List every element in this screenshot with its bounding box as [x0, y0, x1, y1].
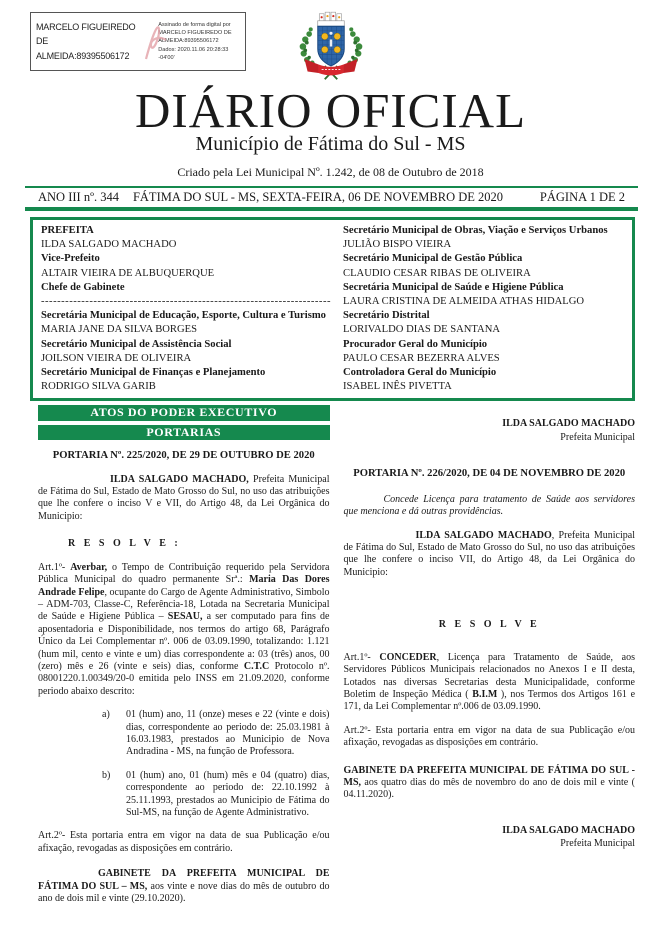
content-columns — [38, 405, 635, 905]
officials-left-column — [41, 224, 331, 394]
list-label: a) — [102, 709, 110, 721]
municipal-coat-of-arms-icon — [292, 5, 370, 86]
page-indicator: PÁGINA 1 DE 2 — [539, 190, 625, 204]
official-entry — [343, 224, 624, 252]
signer-name — [36, 20, 148, 63]
signature-scribble-icon — [143, 21, 169, 68]
portaria-225-preamble: ILDA SALGADO MACHADO, Prefeita Municipal de Fátima do Sul, Estado de Mato Grosso do Sul, no uso das atribuições que lhe confere o inciso V e VII, do Artigo 48, da Lei Orgânica do Municipio: — [38, 473, 330, 522]
signature-block-portaria-226 — [344, 824, 636, 851]
issue-edition: ANO III nº. 344 — [38, 190, 119, 204]
signature-detail-line: ALMEIDA:89395506172 — [158, 38, 219, 45]
official-entry — [343, 252, 624, 280]
official-role: Secretário Distrital — [343, 310, 430, 322]
official-entry — [41, 309, 331, 337]
gazette-subtitle: Município de Fátima do Sul - MS — [195, 133, 466, 155]
official-entry — [41, 281, 331, 309]
portaria-225-closing: GABINETE DA PREFEITA MUNICIPAL DE FÁTIMA DO SUL – MS, aos vinte e nove dias do mês de outubro do ano de dois mil e vinte (29.10.2020). — [38, 868, 330, 905]
gazette-creation-law: Criado pela Lei Municipal Nº. 1.242, de 08 de Outubro de 2018 — [177, 165, 484, 179]
portaria-226-heading: PORTARIA Nº. 226/2020, DE 04 DE NOVEMBRO DE 2020 — [353, 468, 626, 480]
right-column — [344, 405, 636, 905]
portaria-225-item-a — [102, 709, 330, 759]
official-entry — [41, 224, 331, 252]
list-label: b) — [102, 769, 111, 781]
divider-rule-bottom — [25, 207, 638, 211]
official-entry — [41, 338, 331, 366]
official-role: Secretário Municipal de Finanças e Planejamento — [41, 367, 266, 379]
section-banner-atos: ATOS DO PODER EXECUTIVO — [38, 405, 330, 420]
official-entry — [41, 252, 331, 280]
portaria-225-heading: PORTARIA Nº. 225/2020, DE 29 DE OUTUBRO DE 2020 — [52, 450, 315, 462]
official-name: LAURA CRISTINA DE ALMEIDA ATHAS HIDALGO — [343, 296, 585, 308]
portaria-225-item-b — [102, 770, 330, 820]
official-name: ISABEL INÊS PIVETTA — [343, 381, 452, 393]
officials-box — [30, 217, 635, 401]
signer-name-line1: MARCELO FIGUEIREDO DE — [36, 21, 136, 47]
official-name: RODRIGO SILVA GARIB — [41, 381, 156, 393]
signature-block-portaria-225 — [344, 417, 636, 444]
portaria-225-art1: Art.1º- Averbar, o Tempo de Contribuição requerido pela Servidora Pública Municipal do quadro permanente Srª.: Maria Das Dores Andrade Felipe, ocupante do Cargo de Agente Administrativo, Simbolo – ADM-703, Classe-C, Referência-18, Lotada na Secretaria Municipal de Saúde e Higiene Pública – SESAU, a ser computado para fins de aposentadoria e Disponibilidade, nos termos do artigo 68, Parágrafo Único da Lei Complementar nº. 006 de 03.09.1990, totalizando: 1.121 (hum mil, cento e vinte e um) dias correspondente a: 03 (três) anos, 00 (zero) mês e 26 (vinte e seis) dias, conforme C.T.C Protocolo nº. 08001220.1.00349/20-0 emitida pelo INSS em 21.09.2020, conforme periodo abaixo descrito: — [38, 561, 330, 697]
portaria-225-art2: Art.2º- Esta portaria entra em vigor na data de sua Publicação e/ou afixação, revogadas as disposições em contrário. — [38, 830, 330, 854]
signature-detail-line: Dados: 2020.11.06 20:28:33 -04'00' — [158, 46, 229, 61]
official-entry — [343, 338, 624, 366]
official-role: Chefe de Gabinete — [41, 281, 125, 293]
official-name: MARIA JANE DA SILVA BORGES — [41, 324, 197, 336]
portaria-226-art2: Art.2º- Esta portaria entra em vigor na data de sua Publicação e/ou afixação, revogadas as disposições em contrário. — [343, 724, 635, 749]
list-text: 01 (hum) ano, 01 (hum) mês e 04 (quatro) dias, correspondente ao periodo de: 22.10.1992 à 25.11.1993, prestados ao Municipio de Fátima do Sul-MS, na função de Agente Administrativo. — [126, 769, 330, 818]
officials-right-column — [343, 224, 624, 394]
official-role: PREFEITA — [41, 225, 94, 236]
portaria-226-preamble: ILDA SALGADO MACHADO, Prefeita Municipal de Fátima do Sul, Estado de Mato Grosso do Sul, no uso das atribuições que lhe confere o inciso VII, do Artigo 48, da Lei Orgânica do Municipio: — [343, 529, 635, 578]
signatory-title: Prefeita Municipal — [560, 838, 635, 850]
left-column — [38, 405, 330, 905]
portaria-226-art1: Art.1º- CONCEDER, Licença para Tratamento de Saúde, aos Servidores Públicos Municipais relacionados no Anexos I e II desta, Lotados nas diversas Secretarias desta Municipalidade, conforme Boletim de Inspeção Médica ( B.I.M ), nos Termos dos Artigos 161 e 171, da Lei Complementar nº.006 de 03.09.1990. — [343, 651, 636, 713]
vacant-office-divider: ------------------------------------------------------------------------ — [41, 296, 332, 308]
portaria-226-resolve: R E S O L V E — [438, 619, 540, 631]
official-name: JOILSON VIEIRA DE OLIVEIRA — [41, 352, 192, 364]
digital-signature-stamp — [30, 12, 246, 71]
official-role: Vice-Prefeito — [41, 253, 100, 265]
official-name: ILDA SALGADO MACHADO — [41, 239, 177, 251]
official-role: Secretária Municipal de Saúde e Higiene Pública — [343, 281, 564, 293]
signatory-name: ILDA SALGADO MACHADO — [502, 418, 635, 430]
issue-bar — [25, 189, 638, 206]
official-entry — [343, 366, 624, 394]
section-banner-portarias: PORTARIAS — [38, 425, 330, 440]
portaria-226-ementa: Concede Licença para tratamento de Saúde aos servidores que menciona e dá outras providências. — [343, 493, 635, 518]
signature-detail-line: MARCELO FIGUEIREDO DE — [158, 30, 232, 37]
official-entry — [343, 281, 624, 309]
official-role: Secretário Municipal de Assistência Social — [41, 338, 232, 350]
official-name: ALTAIR VIEIRA DE ALBUQUERQUE — [41, 267, 215, 279]
signature-detail-line: Assinado de forma digital por — [158, 22, 231, 29]
signature-details — [158, 21, 240, 62]
official-name: PAULO CESAR BEZERRA ALVES — [343, 352, 500, 364]
official-name: CLAUDIO CESAR RIBAS DE OLIVEIRA — [343, 267, 531, 279]
official-role: Secretária Municipal de Educação, Esporte, Cultura e Turismo — [41, 310, 326, 322]
list-text: 01 (hum) ano, 11 (onze) meses e 22 (vinte e dois) dias, correspondente ao periodo de: 25.03.1981 à 16.03.1983, prestados ao Municipio de Nova Andradina - MS, na função de Professora. — [126, 709, 330, 758]
official-role: Controladora Geral do Município — [343, 367, 497, 379]
gazette-title: DIÁRIO OFICIAL — [135, 83, 526, 138]
signatory-name: ILDA SALGADO MACHADO — [502, 824, 635, 836]
official-name: LORIVALDO DIAS DE SANTANA — [343, 324, 500, 336]
official-role: Procurador Geral do Município — [343, 338, 488, 350]
issue-date: FÁTIMA DO SUL - MS, SEXTA-FEIRA, 06 DE NOVEMBRO DE 2020 — [132, 190, 504, 204]
portaria-225-resolve: R E S O L V E : — [68, 538, 181, 550]
portaria-226-closing: GABINETE DA PREFEITA MUNICIPAL DE FÁTIMA DO SUL - MS, aos quatro dias do mês de novembro do ano de dois mil e vinte ( 04.11.2020). — [343, 764, 635, 801]
signatory-title: Prefeita Municipal — [560, 431, 635, 443]
divider-rule-top — [25, 186, 638, 188]
official-entry — [343, 309, 624, 337]
official-role: Secretário Municipal de Gestão Pública — [343, 253, 523, 265]
official-entry — [41, 366, 331, 394]
signer-name-line2: ALMEIDA:89395506172 — [36, 50, 130, 61]
official-role: Secretário Municipal de Obras, Viação e Serviços Urbanos — [343, 225, 608, 236]
official-name: JULIÃO BISPO VIEIRA — [343, 239, 452, 251]
